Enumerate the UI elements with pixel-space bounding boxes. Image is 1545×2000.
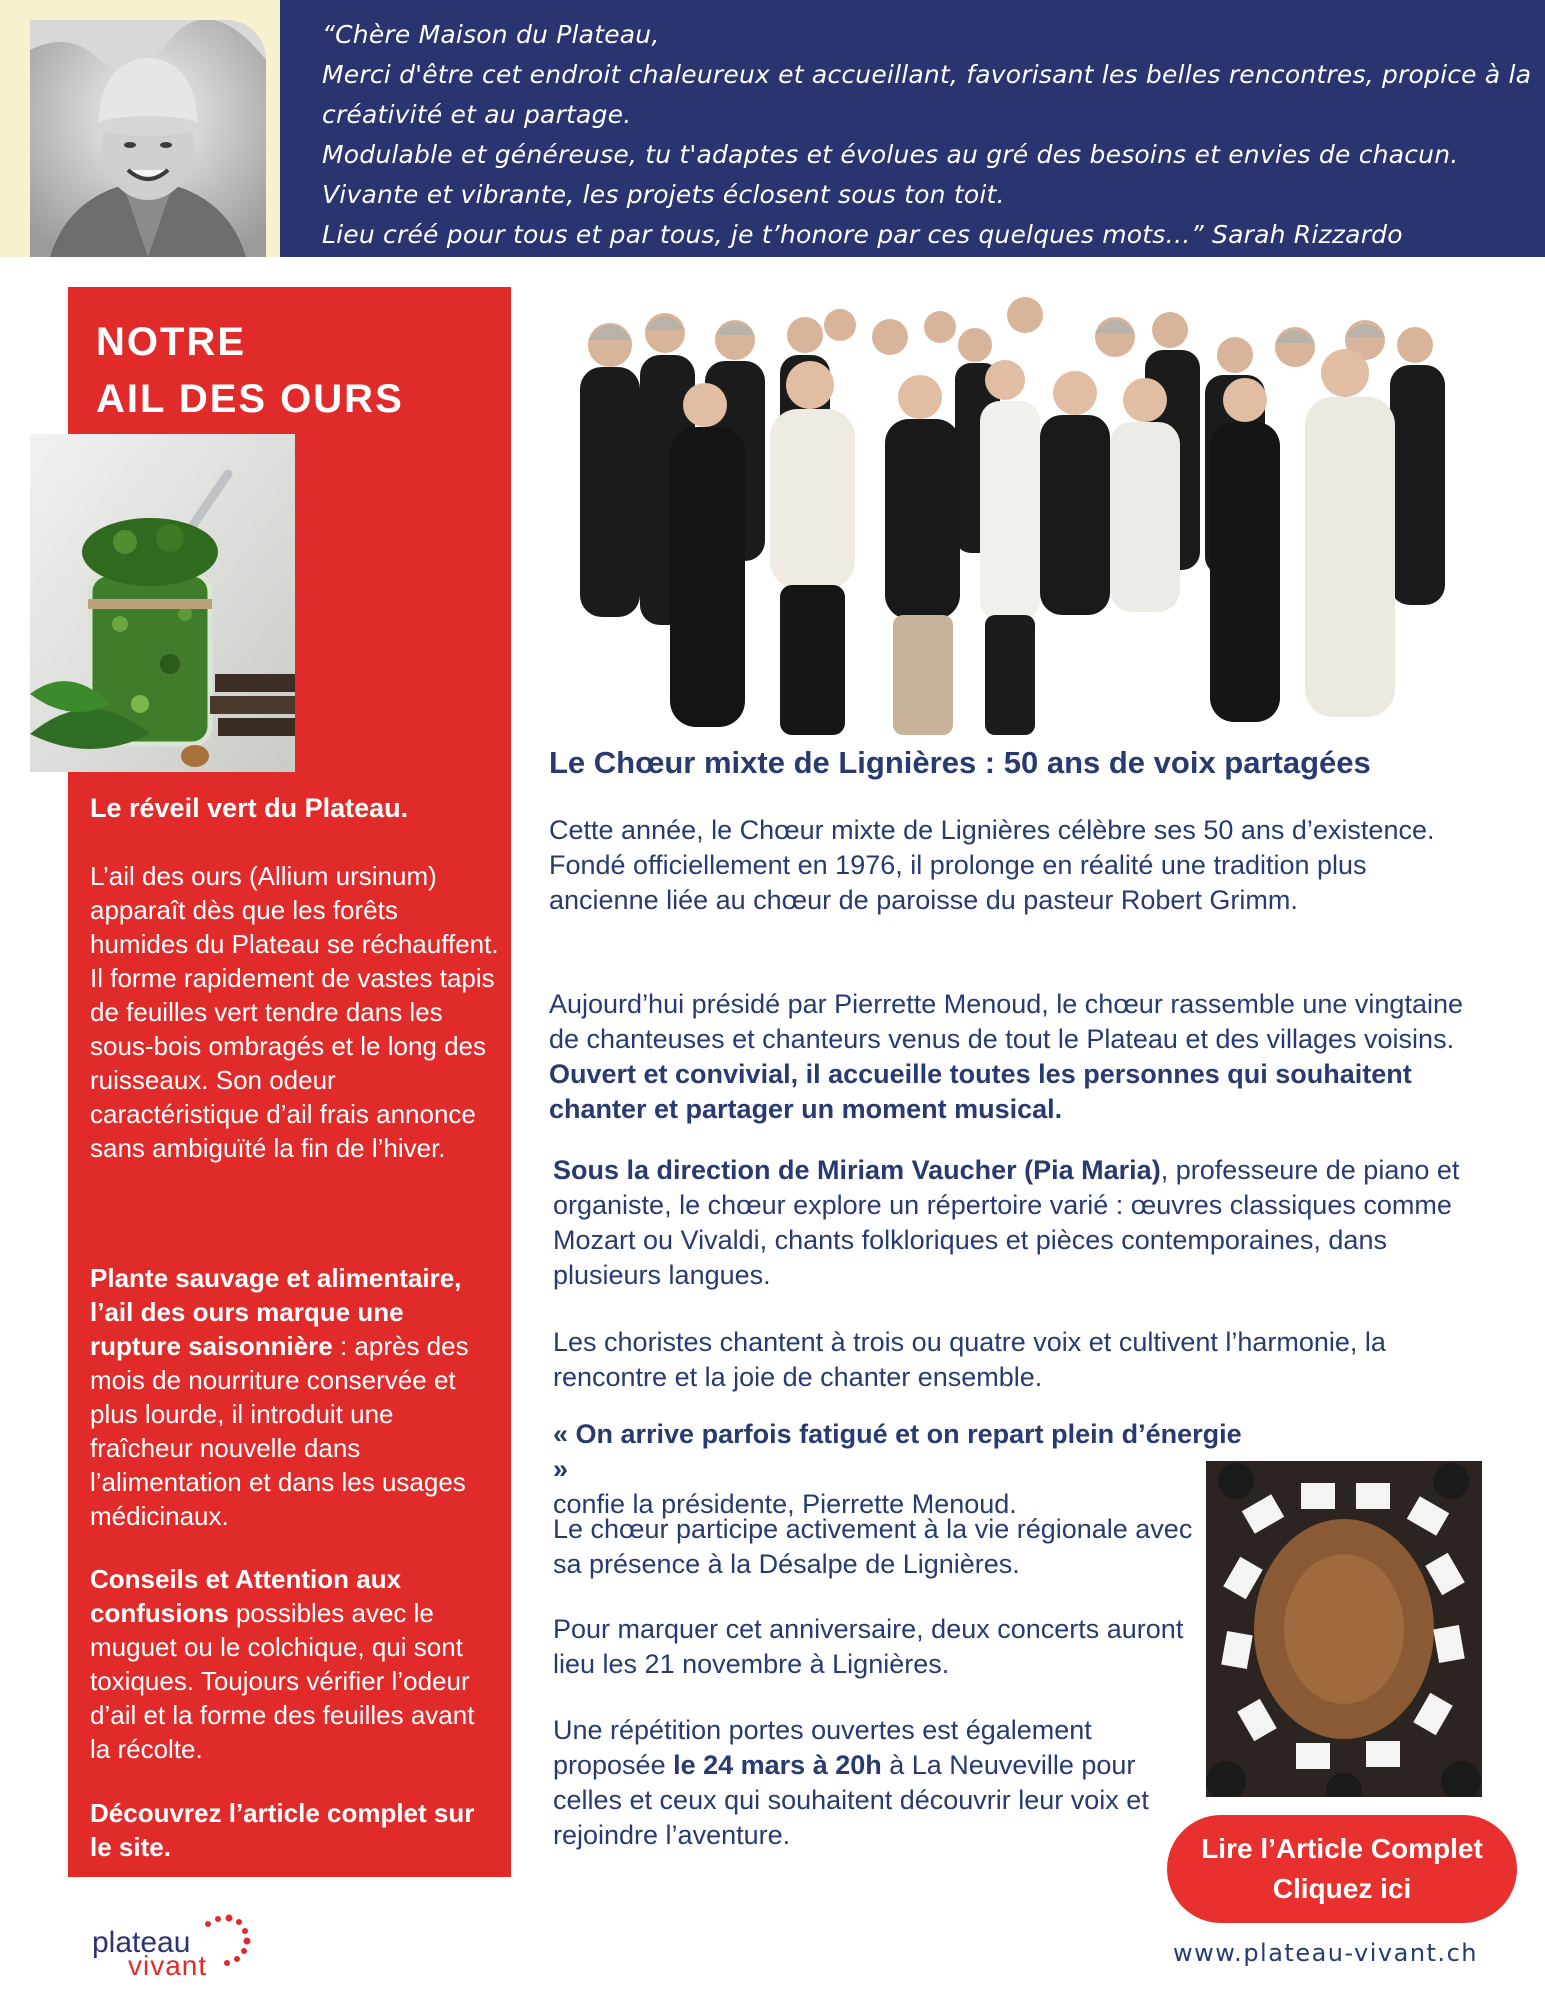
quote-text [322,15,1532,255]
read-full-article-button[interactable] [1167,1815,1517,1923]
sidebar-paragraph [90,1261,500,1533]
choir-members [580,297,1445,735]
article-paragraph-text: Aujourd’hui présidé par Pierrette Menoud, le chœur rassemble une vingtaine de chanteuses et chanteurs venus de tout le Plateau et des villages voisins. [549,989,1463,1054]
quote-line: créativité et au partage. [322,100,632,129]
sidebar-paragraph-bold: Conseils et Attention aux confusions [90,1564,402,1628]
choir-group-photo [555,285,1455,753]
article-paragraph: Le chœur participe activement à la vie régionale avec sa présence à la Désalpe de Lignières. [553,1514,1193,1579]
article-quote [553,1417,1253,1522]
article-paragraph-bold: Sous la direction de Miriam Vaucher (Pia Maria) [553,1155,1161,1185]
article-paragraph-text: , professeure de piano et organiste, le chœur explore un répertoire varié : œuvres classiques comme Mozart ou Vivaldi, chants folkloriques et pièces contemporaines, dans plusieurs langues. [553,1155,1460,1290]
plateau-vivant-logo [90,1910,270,1980]
singers-circle-photo [1206,1461,1482,1797]
article-quote-attribution: confie la présidente, Pierrette Menoud. [553,1489,1017,1519]
article-title: Le Chœur mixte de Lignières : 50 ans de voix partagées [549,745,1371,780]
sidebar-paragraph [90,1562,500,1766]
article-paragraph-text: à La Neuveville pour celles et ceux qui souhaitent découvrir leur voix et rejoindre l’aventure. [553,1750,1149,1850]
article-paragraph: Cette année, le Chœur mixte de Lignières célèbre ses 50 ans d’existence. Fondé officiellement en 1976, il prolonge en réalité une tradition plus ancienne liée au chœur de paroisse du pasteur Robert Grimm. [549,815,1435,915]
quote-line: Merci d'être cet endroit chaleureux et accueillant, favorisant les belles rencontres, propice à la [322,60,1532,89]
article-paragraph-text: Une répétition portes ouvertes est également proposée [553,1715,1092,1780]
quote-line: Vivante et vibrante, les projets éclosent sous ton toit. [322,180,1005,209]
logo-dots-icon [90,1910,270,1980]
quote-line: “Chère Maison du Plateau, [322,20,660,49]
pesto-jar-photo [30,434,295,772]
logo-word-vivant: vivant [128,1950,208,1981]
sidebar-title [96,314,404,428]
article-paragraph-bold: Ouvert et convivial, il accueille toutes les personnes qui souhaitent chanter et partager un moment musical. [549,1059,1412,1124]
sidebar-paragraph: L’ail des ours (Allium ursinum) apparaît dès que les forêts humides du Plateau se réchauffent. Il forme rapidement de vastes tapis de feuilles vert tendre dans les sous-bois ombragés et le long des ruisseaux. Son odeur caractéristique d’ail frais annonce sans ambiguïté la fin de l’hiver. [90,861,499,1163]
sidebar-read-more: Découvrez l’article complet sur le site. [90,1798,475,1862]
article-paragraph: Les choristes chantent à trois ou quatre voix et cultivent l’harmonie, la rencontre et la joie de chanter ensemble. [553,1327,1386,1392]
sidebar-paragraph-bold: Plante sauvage et alimentaire, l’ail des ours marque une rupture saisonnière [90,1263,462,1361]
sidebar-paragraph-rest: possibles avec le muguet ou le colchique, qui sont toxiques. Toujours vérifier l’odeur d’ail et la forme des feuilles avant la récolte. [90,1598,475,1764]
article-paragraph [553,1713,1198,1853]
quote-banner [0,0,1545,257]
cta-line1: Lire l’Article Complet [1201,1833,1483,1864]
website-url[interactable]: www.plateau-vivant.ch [1173,1939,1478,1967]
portrait-photo [30,20,266,257]
article-paragraph [553,1153,1498,1293]
article-paragraph-bold: le 24 mars à 20h [673,1750,882,1780]
sidebar-title-line2: AIL DES OURS [96,377,404,421]
quote-line: Modulable et généreuse, tu t'adaptes et évolues au gré des besoins et envies de chacun. [322,140,1459,169]
cta-line2: Cliquez ici [1272,1873,1412,1904]
sidebar-subtitle: Le réveil vert du Plateau. [90,793,409,823]
article-quote-bold: « On arrive parfois fatigué et on repart plein d’énergie » [553,1419,1242,1484]
sidebar-title-line1: NOTRE [96,320,246,364]
sidebar-paragraph-rest: : après des mois de nourriture conservée et plus lourde, il introduit une fraîcheur nouvelle dans l’alimentation et dans les usages médicinaux. [90,1331,469,1531]
logo-word-plateau: plateau [92,1926,191,1959]
article-paragraph: Pour marquer cet anniversaire, deux concerts auront lieu les 21 novembre à Lignières. [553,1614,1184,1679]
quote-line: Lieu créé pour tous et par tous, je t’honore par ces quelques mots…” Sarah Rizzardo [322,220,1403,249]
article-paragraph [549,987,1479,1127]
